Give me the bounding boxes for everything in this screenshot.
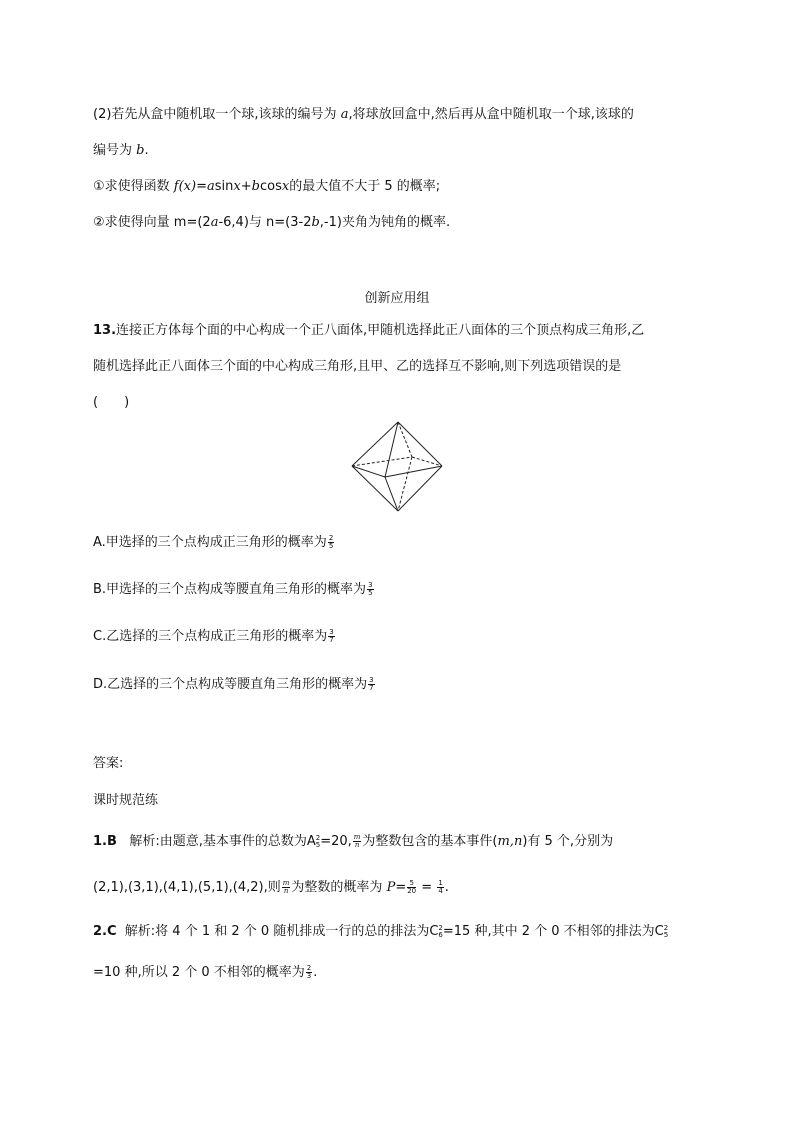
comb-index — [664, 925, 668, 939]
denominator: 7 — [369, 684, 374, 692]
text: =15 种,其中 2 个 0 不相邻的排法为C — [442, 924, 664, 939]
option-d — [93, 677, 376, 693]
text: ②求使得向量 m=(2 — [93, 215, 211, 230]
b: b — [311, 215, 320, 230]
denominator: n — [283, 887, 289, 895]
mn: m,n — [497, 834, 523, 849]
answers-heading: 答案: — [93, 756, 124, 771]
a: a — [207, 179, 215, 194]
question-number: 13. — [93, 323, 117, 338]
text: . — [144, 143, 149, 158]
option-a — [93, 535, 335, 551]
section-title: 创新应用组 — [364, 291, 430, 306]
answer-1-line2 — [93, 880, 449, 896]
sub: 5 — [663, 930, 669, 939]
text: 连接正方体每个面的中心构成一个正八面体,甲随机选择此正八面体的三个顶点构成三角形,乙 — [116, 323, 645, 338]
x: x — [281, 179, 290, 194]
option-text: C.乙选择的三个点构成正三角形的概率为 — [93, 629, 328, 644]
text: 解析:将 4 个 1 和 2 个 0 随机排成一行的总的排法为C — [124, 924, 439, 939]
cos: cos — [259, 179, 282, 194]
octahedron-figure — [350, 420, 445, 515]
text: ①求使得函数 — [93, 179, 170, 194]
option-text: B.甲选择的三个点构成等腰直角三角形的概率为 — [93, 582, 367, 597]
numerator: 2 — [328, 534, 334, 542]
sub: 6 — [438, 930, 443, 939]
text: 为整数包含的基本事件( — [362, 834, 498, 849]
edge — [385, 477, 398, 511]
denominator: n — [354, 841, 360, 849]
plus: + — [240, 179, 252, 194]
text: (2)若先从盒中随机取一个球,该球的编号为 — [93, 107, 337, 122]
text: 为整数的概率为 — [291, 880, 383, 895]
option-text: D.乙选择的三个点构成等腰直角三角形的概率为 — [93, 677, 368, 692]
text: 编号为 — [93, 143, 133, 158]
var-b: b — [136, 143, 145, 158]
b: b — [251, 179, 260, 194]
eq: = — [417, 880, 437, 895]
q13-line2 — [93, 359, 621, 375]
answer-2-line1 — [93, 924, 668, 940]
sub: 5 — [315, 840, 321, 849]
denominator: 3 — [306, 972, 312, 980]
q13-line1 — [93, 323, 644, 339]
answer-2-line2 — [93, 965, 317, 981]
a: a — [210, 215, 219, 230]
option-c — [93, 629, 336, 645]
text: ,-1)夹角为钝角的概率. — [319, 215, 451, 230]
edge — [398, 422, 442, 466]
eq: = — [395, 880, 407, 895]
fraction — [306, 965, 312, 980]
denominator: 20 — [407, 887, 417, 895]
fraction — [368, 677, 374, 692]
fraction — [328, 629, 334, 644]
text: 随机选择此正八面体三个面的中心构成三角形,且甲、乙的选择互不影响,则下列选项错误的是 — [93, 359, 622, 374]
numerator: m — [282, 879, 290, 887]
numerator: 3 — [369, 676, 374, 684]
q12-sub2 — [93, 215, 450, 231]
numerator: 1 — [438, 879, 443, 887]
denominator: 7 — [329, 636, 334, 644]
q12-part2-line1 — [93, 107, 634, 123]
fraction — [437, 880, 443, 895]
fraction — [282, 880, 291, 895]
sup: 2 — [315, 833, 321, 842]
answers-subheading: 课时规范练 — [93, 793, 159, 808]
eq: = — [196, 179, 207, 194]
text: 的最大值不大于 5 的概率; — [289, 179, 441, 194]
numerator: m — [353, 833, 361, 841]
P: P — [386, 880, 396, 895]
text: =10 种,所以 2 个 0 不相邻的概率为 — [93, 965, 305, 980]
text: . — [444, 880, 449, 895]
denominator: 5 — [328, 542, 334, 550]
text: . — [313, 965, 318, 980]
text: -6,4)与 n=(3-2 — [218, 215, 312, 230]
hidden-edge — [352, 457, 412, 466]
answer-label: 1.B — [93, 834, 117, 849]
q12-part2-line2 — [93, 143, 149, 159]
option-text: A.甲选择的三个点构成正三角形的概率为 — [93, 535, 327, 550]
fraction — [353, 834, 362, 849]
numerator: 3 — [368, 581, 373, 589]
edge — [385, 422, 398, 477]
text: ,将球放回盒中,然后再从盒中随机取一个球,该球的 — [348, 107, 634, 122]
option-b — [93, 582, 375, 598]
numerator: 5 — [407, 880, 416, 888]
text: 解析:由题意,基本事件的总数为A — [129, 834, 316, 849]
fraction — [367, 582, 373, 597]
answer-label: 2.C — [93, 924, 117, 939]
edge — [352, 422, 398, 466]
text: =20, — [320, 834, 352, 849]
edge — [352, 466, 398, 511]
text: (2,1),(3,1),(4,1),(5,1),(4,2),则 — [93, 880, 281, 895]
fx: f(x) — [173, 179, 197, 194]
x: x — [233, 179, 241, 194]
numerator: 3 — [329, 628, 334, 636]
answer-1-line1 — [93, 834, 613, 850]
sup: 2 — [438, 923, 443, 932]
fraction — [407, 880, 416, 895]
fraction — [328, 535, 334, 550]
text: )有 5 个,分别为 — [522, 834, 614, 849]
var-a: a — [340, 107, 349, 122]
hidden-edge — [398, 457, 412, 511]
denominator: 5 — [368, 589, 373, 597]
q12-sub1 — [93, 179, 440, 195]
q13-blank: ( ) — [93, 395, 130, 410]
hidden-edge — [398, 422, 412, 457]
sup: 2 — [663, 923, 669, 932]
numerator: 2 — [306, 964, 312, 972]
denominator: 4 — [438, 887, 443, 895]
sin: sin — [214, 179, 234, 194]
